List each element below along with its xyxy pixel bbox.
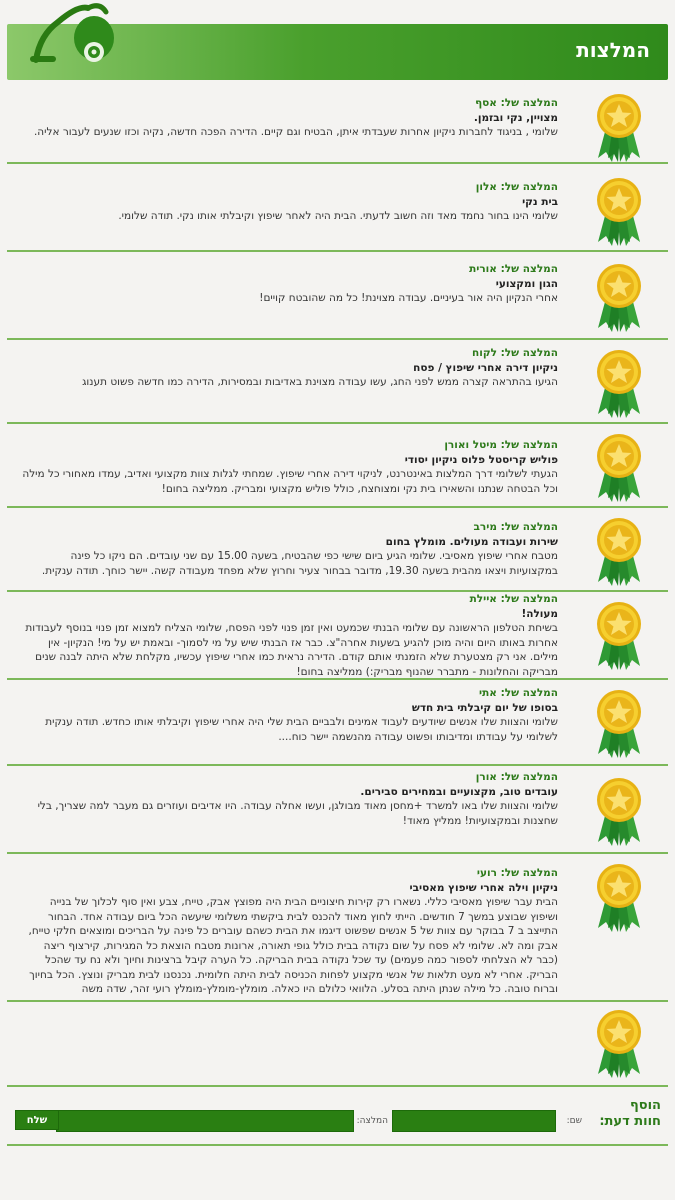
recommendation-text: [22, 592, 558, 679]
recommendation-item: [7, 680, 668, 766]
recommendation-text: [22, 770, 558, 828]
recommendation-author: המלצה של: אלון: [475, 181, 558, 193]
divider: [7, 1085, 668, 1087]
recommendation-text: [22, 438, 558, 496]
recommendation-body: שלומי והצוות שלו אנשים שיודעים לעבוד אמינים ולבביים הבית שלי היה אחרי שיפוץ וקיבלתי אותו כחדש. תודה ענקית לשלומי על עבודתו ומדיבותו ופשוט עבודה מהנשמה יישר כוח....: [45, 716, 558, 743]
page-title: המלצות: [576, 38, 650, 62]
recommendation-text: [22, 520, 558, 578]
decorative-medal: [594, 1008, 644, 1080]
recommendation-author: המלצה של: אורית: [469, 263, 558, 275]
recommendation-author: המלצה של: אורן: [475, 771, 558, 783]
award-medal-icon: [594, 688, 644, 760]
recommendation-author: המלצה של: מירב: [473, 521, 558, 533]
recommendation-text: [22, 180, 558, 224]
recommendation-text: [22, 96, 558, 140]
recommendation-body: בשיחת הטלפון הראשונה עם שלומי הבנתי שכמעט ואין זמן פנוי לפני הפסח, שלומי הצליח למצוא זמן פנוי בנוסף לעבודות אחרות באותו היום והיה מוכן להגיע בשעות אחרה"צ. כבר אז הבנתי שיש על מי לסמוך- ובאמת יש על מי! הנקיון- אין מילים. אני רק מצטערת שלא הזמנתי אותם קודם. הדירה נראית כמו אחרי שיפוץ עכשיו, מקלחת שלא היתה לבנה שנים מבריקה והחלונות - מתברר שהנוף מבריק:) ממליצה בחום!: [25, 622, 558, 678]
recommendation-title: ניקיון וילה אחרי שיפוץ מאסיבי: [409, 881, 558, 894]
recommendation-author: המלצה של: איילת: [469, 593, 558, 605]
add-review-label-line1: הוסף: [629, 1098, 661, 1113]
award-medal-icon: [594, 776, 644, 848]
recommendation-field-label: המלצה:: [356, 1116, 388, 1126]
award-medal-icon: [594, 176, 644, 248]
recommendation-item: [7, 424, 668, 508]
recommendation-body: שלומי הינו בחור נחמד מאד וזה חשוב לדעתי. הבית היה לאחר שיפוץ וקיבלתי אותו נקי. תודה שלומי.: [118, 210, 558, 222]
recommendation-input[interactable]: [56, 1110, 354, 1132]
recommendation-item: [7, 252, 668, 340]
recommendation-author: המלצה של: לקוח: [472, 347, 558, 359]
recommendation-body: הבית עבר שיפוץ מאסיבי כללי. נשארו רק קירות חיצוניים הבית היה מפוצץ אבק, טייח, צבע ואין סוף לכלוך של בנייה ושיפוץ שבוצע במשך 7 חודשים. הייתי לחוץ מאוד להכנס לבית ביקשתי משלומי שיעשה הכל ביום עבודה אחד. הבחור התייצב ב 7 בבוקר עם צוות של 5 אנשים שפשוט דיגמו את הבית כשהם עוברים כל פינה על הבריכים ומוצאים חלקי טייח, אבק ומה לא. שלומי לא פסח על שום נקודה בבית כולל גופי תאורה, ארונות מטבח הוצאת כל המגירות, קירצוף ריצה (כבר לא הצלחתי לספור כמה פעמים) עד שכל נקודה בבית הבריקה. כל הערה קיבל ברצינות וחיוך ולא נח עד שהכל הבריק. אחרי לא מעט תלאות של אנשי מקצוע לפחות הכניסה לבית היתה חלומית. נכנסנו לבית מבריק ונוצץ. הכל בחיוך וברוח טובה. כל מילה שנתן היתה בסלע. הלוואי כלולם היו כאלה. מומלץ-מומלץ-מומלץ רועי זהר, שדה משה: [28, 896, 558, 995]
recommendation-title: מעולה!: [521, 607, 558, 620]
send-button[interactable]: שלח: [15, 1110, 59, 1130]
recommendation-title: ניקיון דירה אחרי שיפוץ / פסח: [413, 361, 558, 374]
recommendation-author: המלצה של: אתי: [479, 687, 558, 699]
recommendation-author: המלצה של: מיטל ואורן: [444, 439, 558, 451]
recommendation-item: [7, 164, 668, 252]
divider: [7, 1144, 668, 1146]
recommendation-item: [7, 508, 668, 592]
recommendation-body: הגעתי לשלומי דרך המלצות באינטרנט, לניקוי דירה אחרי שיפוץ. שמחתי לגלות צוות מקצועי ואדיב, עמדו מאחורי כל מילה וכל הבטחה שנתנו והשאירו בית נקי ומצוחצח, כולל פוליש מקצועי ומבריק. ממליצה בחום!: [22, 468, 558, 495]
recommendation-title: פוליש קריסטל פלוס ניקיון יסודי: [404, 453, 558, 466]
recommendation-author: המלצה של: אסף: [475, 97, 558, 109]
recommendation-title: הגון ומקצועי: [495, 277, 558, 290]
recommendation-body: אחרי הנקיון היה אור בעיניים. עבודה מצוינת! כל מה שהובטח קויים!: [259, 292, 558, 304]
recommendation-text: [22, 346, 558, 390]
award-medal-icon: [594, 262, 644, 334]
award-medal-icon: [594, 432, 644, 504]
recommendation-item: [7, 592, 668, 680]
recommendation-title: שירות ועבודה מעולים. מומלץ בחום: [385, 535, 558, 548]
award-medal-icon: [594, 516, 644, 588]
recommendation-title: מצויין, נקי ובזמן.: [473, 111, 558, 124]
award-medal-icon: [594, 600, 644, 672]
recommendation-title: עובדים טוב, מקצועיים ובמחירים סבירים.: [360, 785, 558, 798]
recommendation-body: מטבח אחרי שיפוץ מאסיבי. שלומי הגיע ביום שישי כפי שהבטיח, בשעה 15.00 עם שני עובדים. הם ניקו כל פינה במקצועיות ויצאו מהבית בשעה 19.30, מדובר בבחור צעיר וחרוץ שלא מפחד מעבודה קשה. יישר כוחך. תודה ענקית.: [41, 550, 558, 577]
recommendation-text: [22, 686, 558, 744]
recommendation-body: שלומי והצוות שלו באו למשרד +מחסן מאוד מבולגן, ועשו אחלה עבודה. היו אדיבים ועוזרים גם מעבר למה שצריך, בלי שחצנות ובמקצועיות! ממליץ מאוד!: [37, 800, 558, 827]
add-review-label-line2: חוות דעת:: [599, 1114, 661, 1129]
recommendation-text: [22, 866, 558, 997]
award-medal-icon: [594, 862, 644, 934]
add-review-label: [599, 1098, 661, 1130]
recommendation-body: הגיעו בהתראה קצרה ממש לפני החג, עשו עבודה מצוינת באדיבות ובמסירות, הדירה כמו חדשה פשוט תענוג: [82, 376, 558, 388]
recommendation-item: [7, 84, 668, 164]
name-input[interactable]: [392, 1110, 556, 1132]
name-field-label: שם:: [566, 1116, 582, 1126]
award-medal-icon: [594, 348, 644, 420]
recommendation-item: [7, 766, 668, 854]
award-medal-icon: [594, 92, 644, 164]
add-review-form: [7, 1096, 668, 1144]
recommendation-author: המלצה של: רועי: [476, 867, 558, 879]
recommendation-title: בסופו של יום קיבלתי בית חדש: [411, 701, 558, 714]
vacuum-cleaner-icon: [28, 0, 118, 70]
recommendation-item: [7, 340, 668, 424]
recommendation-body: שלומי , בניגוד לחברות ניקיון אחרות שעבדתי איתן, הבטיח וגם קיים. הדירה הפכה חדשה, נקיה וכזו שנעים לעבור אליה.: [33, 126, 558, 138]
recommendation-title: בית נקי: [522, 195, 558, 208]
recommendation-item: [7, 854, 668, 1002]
recommendation-text: [22, 262, 558, 306]
